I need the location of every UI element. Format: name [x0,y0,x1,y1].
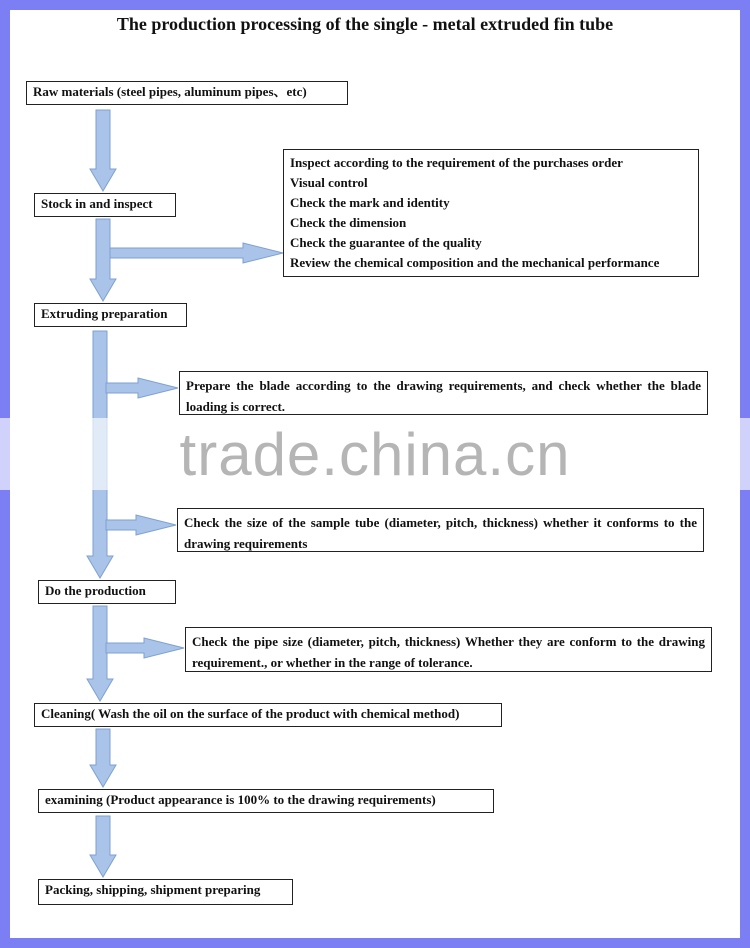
note-pipe-size-check: Check the pipe size (diameter, pitch, thickness) Whether they are conform to the drawing requirement., or whether in the range of tolerance. [185,627,712,672]
arrow-to-blade-note [106,378,178,398]
inspect-line-6: Review the chemical composition and the mechanical performance [290,255,660,270]
arrow-stock-to-extruding [90,219,116,301]
step-do-production: Do the production [38,580,176,604]
arrow-to-sample-note [106,515,176,535]
step-cleaning: Cleaning( Wash the oil on the surface of the product with chemical method) [34,703,502,727]
inspect-line-3: Check the mark and identity [290,195,450,210]
step-extruding-preparation: Extruding preparation [34,303,187,327]
note-sample-tube-check: Check the size of the sample tube (diameter, pitch, thickness) whether it conforms to the drawing requirements [177,508,704,552]
note-inspection-checklist [283,149,699,277]
inspect-line-5: Check the guarantee of the quality [290,235,482,250]
note-blade-preparation: Prepare the blade according to the drawing requirements, and check whether the blade loading is correct. [179,371,708,415]
arrow-examining-to-packing [90,816,116,877]
inspect-line-1: Inspect according to the requirement of the purchases order [290,155,623,170]
arrow-to-inspection-checklist [110,243,283,263]
step-examining: examining (Product appearance is 100% to the drawing requirements) [38,789,494,813]
arrow-to-pipe-note [106,638,184,658]
diagram-title: The production processing of the single - metal extruded fin tube [116,14,614,34]
inspect-line-4: Check the dimension [290,215,407,230]
step-stock-in-inspect: Stock in and inspect [34,193,176,217]
arrow-cleaning-to-examining [90,729,116,787]
watermark-text: trade.china.cn [179,421,571,488]
inspect-line-2: Visual control [290,175,368,190]
step-packing: Packing, shipping, shipment preparing [38,879,293,905]
arrow-raw-to-stock [90,110,116,191]
step-raw-materials: Raw materials (steel pipes, aluminum pipes、etc) [26,81,348,105]
